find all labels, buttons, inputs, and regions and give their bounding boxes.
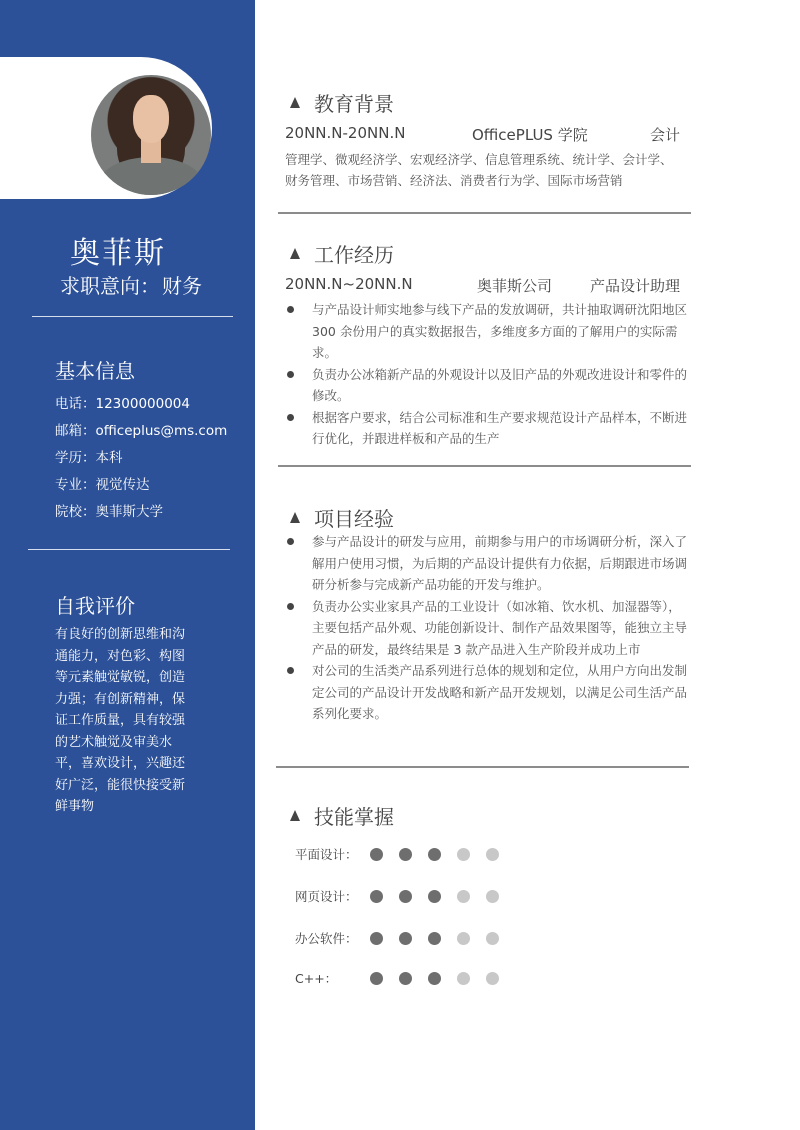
skill-dot-empty xyxy=(457,848,470,861)
info-row-phone: 电话：12300000004 xyxy=(55,396,190,412)
skill-dot-filled xyxy=(428,972,441,985)
skill-dot-filled xyxy=(399,932,412,945)
education-header xyxy=(288,88,394,117)
info-row-major: 专业：视觉传达 xyxy=(55,477,150,493)
skill-dot-empty xyxy=(486,972,499,985)
triangle-icon xyxy=(288,512,302,524)
triangle-icon xyxy=(288,97,302,109)
skill-dot-empty xyxy=(486,890,499,903)
skill-dot-filled xyxy=(370,932,383,945)
work-title: 工作经历 xyxy=(314,243,394,267)
job-intent-label: 求职意向： xyxy=(60,274,160,298)
skill-row xyxy=(295,968,515,988)
self-eval-text: 有良好的创新思维和沟通能力，对色彩、构图等元素触觉敏锐，创造力强；有创新精神，保证工作质量，具有较强的艺术触觉及审美水平，喜欢设计，兴趣还好广泛，能很快接受新鲜事物 xyxy=(55,627,186,814)
skill-dot-empty xyxy=(457,890,470,903)
basic-info-title: 基本信息 xyxy=(55,359,135,383)
sidebar-divider xyxy=(28,549,230,550)
skill-dot-filled xyxy=(370,848,383,861)
education-title: 教育背景 xyxy=(314,92,394,116)
education-school: OfficePLUS 学院 xyxy=(472,126,588,144)
skill-dot-empty xyxy=(457,972,470,985)
skill-dot-filled xyxy=(399,848,412,861)
skill-row xyxy=(295,928,515,948)
triangle-icon xyxy=(288,810,302,822)
work-header xyxy=(288,239,394,268)
skill-dot-empty xyxy=(457,932,470,945)
sidebar-divider xyxy=(32,316,233,317)
skill-label: 网页设计： xyxy=(295,889,358,904)
projects-list xyxy=(285,531,687,725)
self-eval-title: 自我评价 xyxy=(55,594,135,618)
candidate-name: 奥菲斯 xyxy=(70,236,166,271)
projects-title: 项目经验 xyxy=(314,507,394,531)
skill-label: 办公软件： xyxy=(295,931,358,946)
work-position: 产品设计助理 xyxy=(590,277,681,295)
education-major: 会计 xyxy=(650,126,681,144)
skill-dot-filled xyxy=(370,890,383,903)
skill-row xyxy=(295,844,515,864)
skill-label: C++： xyxy=(295,971,338,986)
skill-label: 平面设计： xyxy=(295,847,358,862)
education-period: 20NN.N-20NN.N xyxy=(285,124,406,142)
skill-row xyxy=(295,886,515,906)
skill-dot-filled xyxy=(370,972,383,985)
education-courses: 管理学、微观经济学、宏观经济学、信息管理系统、统计学、会计学、财务管理、市场营销、经济法、消费者行为学、国际市场营销 xyxy=(285,152,673,188)
list-item: 负责办公实业家具产品的工业设计（如冰箱、饮水机、加湿器等），主要包括产品外观、功能创新设计、制作产品效果图等，能独立主导产品的研发，最终结果是 3 款产品进入生产阶段并成功上市 xyxy=(285,596,687,661)
section-divider xyxy=(278,465,691,467)
list-item: 负责办公冰箱新产品的外观设计以及旧产品的外观改进设计和零件的修改。 xyxy=(285,364,687,407)
profile-photo xyxy=(91,75,211,195)
skills-title: 技能掌握 xyxy=(314,805,394,829)
skill-dot-filled xyxy=(399,890,412,903)
skill-dot-filled xyxy=(428,848,441,861)
basic-info-list xyxy=(55,396,227,531)
skill-dot-empty xyxy=(486,848,499,861)
job-intent-value: 财务 xyxy=(162,274,202,298)
skill-dot-empty xyxy=(486,932,499,945)
list-item: 参与产品设计的研发与应用，前期参与用户的市场调研分析，深入了解用户使用习惯，为后期的产品设计提供有力依据，后期跟进市场调研分析参与完成新产品功能的开发与维护。 xyxy=(285,531,687,596)
skill-dot-filled xyxy=(399,972,412,985)
info-row-school: 院校：奥菲斯大学 xyxy=(55,504,163,520)
skill-dot-filled xyxy=(428,932,441,945)
work-period: 20NN.N~20NN.N xyxy=(285,275,413,293)
projects-header xyxy=(288,503,394,532)
info-row-email: 邮箱：officeplus@ms.com xyxy=(55,423,228,439)
section-divider xyxy=(278,212,691,214)
section-divider xyxy=(276,766,689,768)
sidebar xyxy=(0,0,255,1130)
list-item: 对公司的生活类产品系列进行总体的规划和定位，从用户方向出发制定公司的产品设计开发战略和新产品开发规划，以满足公司生活产品系列化要求。 xyxy=(285,660,687,725)
job-intent xyxy=(0,270,260,299)
work-company: 奥菲斯公司 xyxy=(477,277,553,295)
skills-header xyxy=(288,801,394,830)
triangle-icon xyxy=(288,248,302,260)
work-list xyxy=(285,299,687,450)
list-item: 与产品设计师实地参与线下产品的发放调研，共计抽取调研沈阳地区 300 余份用户的真实数据报告，多维度多方面的了解用户的实际需求。 xyxy=(285,299,687,364)
info-row-degree: 学历：本科 xyxy=(55,450,123,466)
list-item: 根据客户要求，结合公司标准和生产要求规范设计产品样本，不断进行优化，并跟进样板和产品的生产 xyxy=(285,407,687,450)
skill-dot-filled xyxy=(428,890,441,903)
